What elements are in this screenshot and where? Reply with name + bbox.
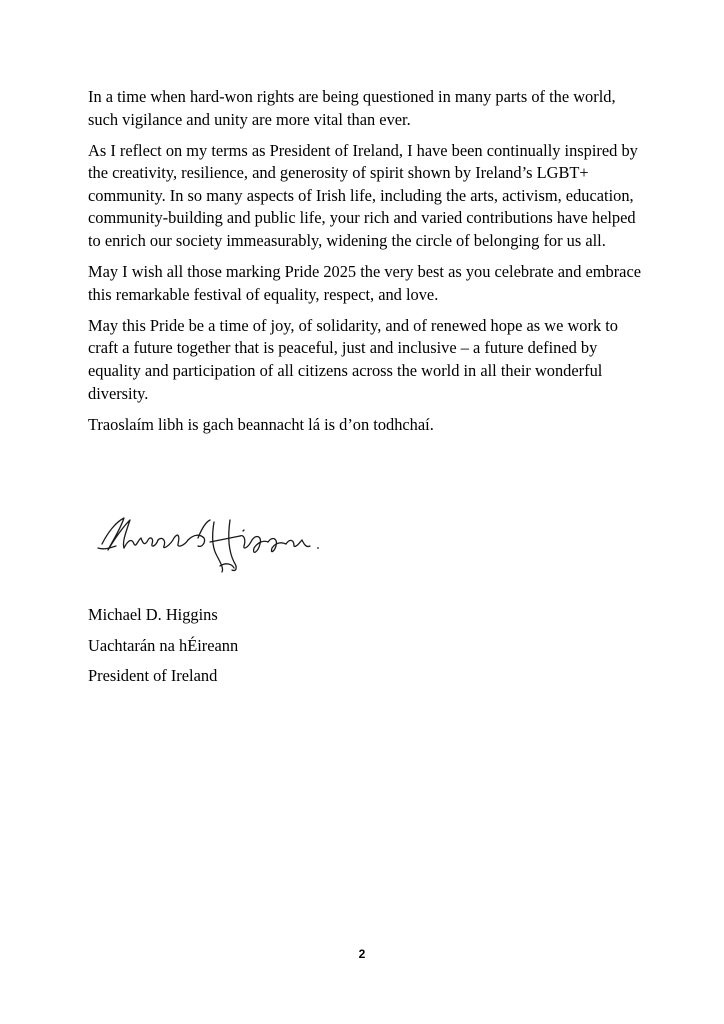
paragraph-pride-wishes: May I wish all those marking Pride 2025 the very best as you celebrate and embrace this remarkable festival of equality, respect, and love.	[88, 262, 642, 304]
signatory-title-irish: Uachtarán na hÉireann	[88, 635, 239, 655]
paragraph-vigilance: In a time when hard-won rights are being questioned in many parts of the world, such vigilance and unity are more vital than ever.	[88, 87, 616, 129]
signatory-title-english: President of Ireland	[88, 666, 218, 685]
page-number: 2	[358, 947, 366, 961]
paragraph-reflection: As I reflect on my terms as President of Ireland, I have been continually inspired by the creativity, resilience, and generosity of spirit shown by Ireland’s LGBT+ community. In so many aspects of Irish life, including the arts, activism, education, community-building and public life, your rich and varied contributions have helped to enrich our society immeasurably, widening the circle of belonging for us all.	[88, 140, 638, 251]
signature-block	[88, 604, 488, 696]
handwritten-signature	[94, 510, 326, 576]
signatory-name: Michael D. Higgins	[88, 605, 218, 624]
paragraph-irish-greeting: Traoslaím libh is gach beannacht lá is d’on todhchaí.	[88, 414, 434, 434]
paragraph-hope: May this Pride be a time of joy, of solidarity, and of renewed hope as we work to craft a future together that is peaceful, just and inclusive – a future defined by equality and participation of all citizens across the world in all their wonderful diversity.	[88, 315, 618, 403]
letter-body	[88, 86, 644, 445]
